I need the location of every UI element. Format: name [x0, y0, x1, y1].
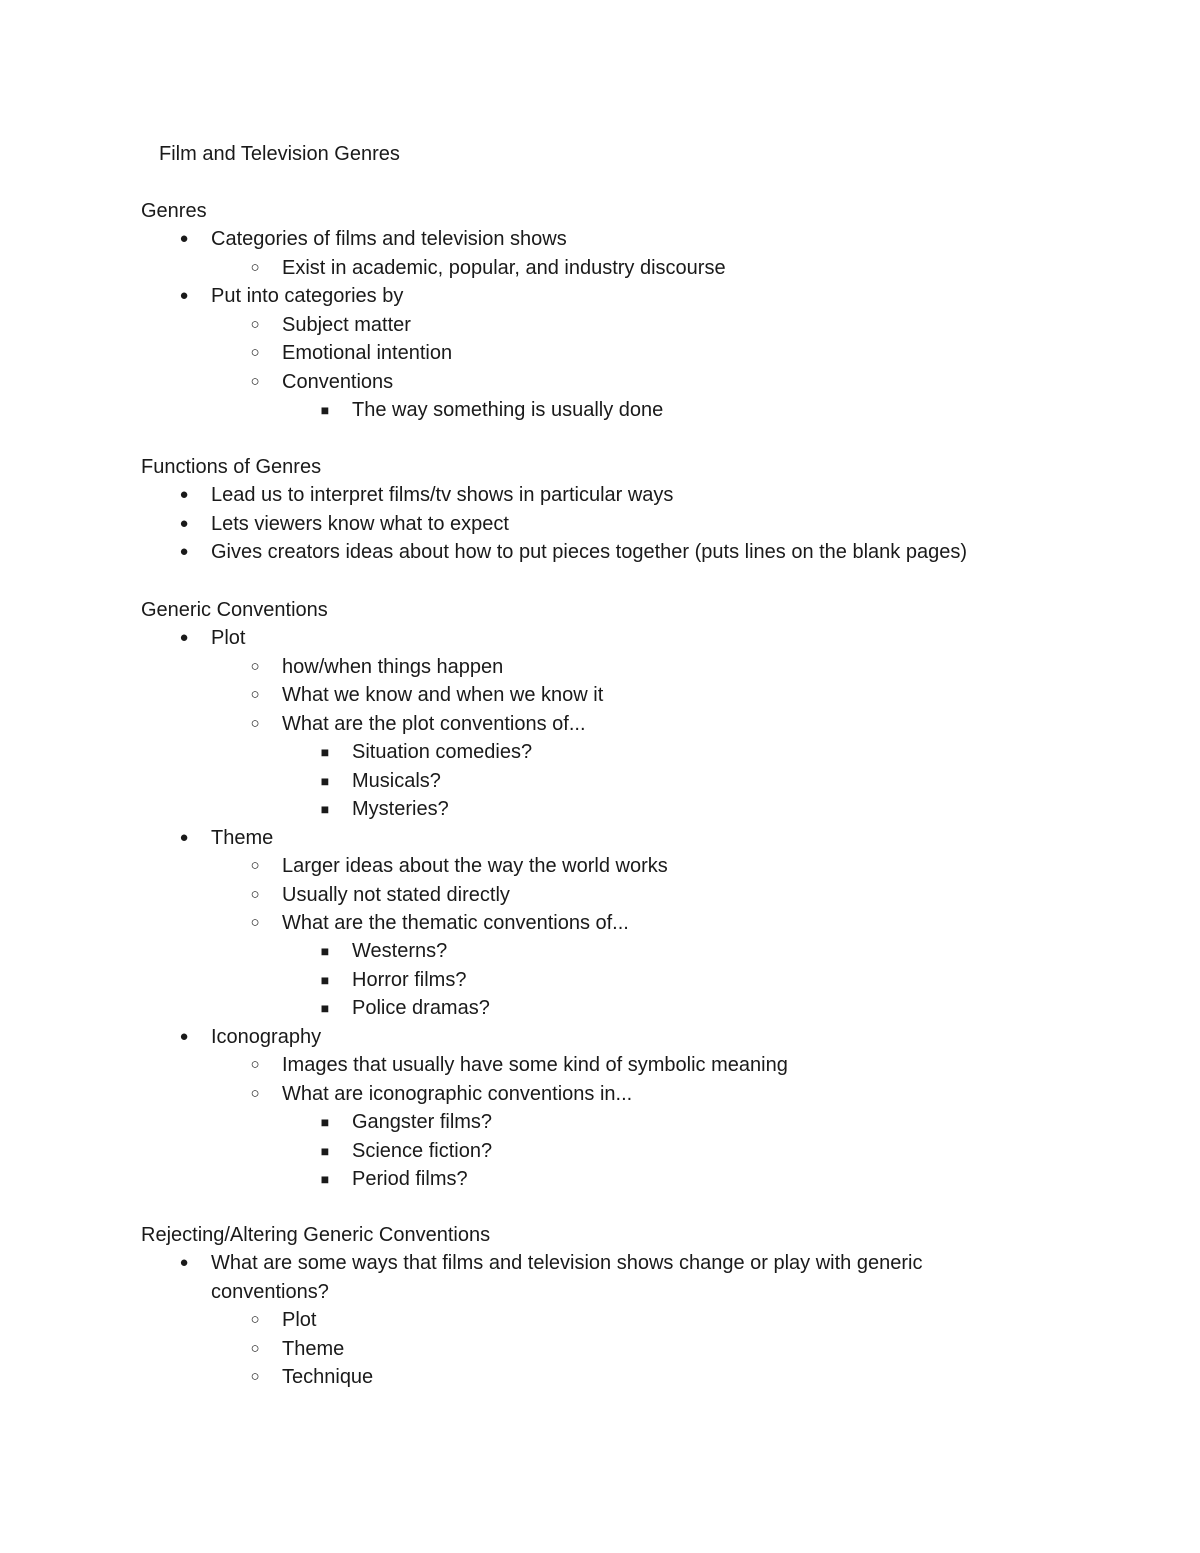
list-item-level-3: Mysteries? [352, 798, 449, 821]
list-item-level-2: Usually not stated directly [282, 883, 510, 906]
square-bullet-icon: ■ [320, 772, 330, 789]
list-item-level-1: Put into categories by [211, 285, 404, 308]
list-item-level-1: Plot [211, 627, 246, 650]
hollow-circle-bullet-icon: ○ [250, 372, 260, 390]
list-item-level-1: Lets viewers know what to expect [211, 512, 509, 535]
filled-circle-bullet-icon: ● [179, 1254, 189, 1272]
list-item-level-2: What are the plot conventions of... [282, 712, 586, 735]
list-item-level-1: Iconography [211, 1025, 322, 1048]
square-bullet-icon: ■ [320, 1114, 330, 1131]
filled-circle-bullet-icon: ● [179, 287, 189, 305]
hollow-circle-bullet-icon: ○ [250, 686, 260, 704]
filled-circle-bullet-icon: ● [179, 828, 189, 846]
section-heading: Functions of Genres [141, 456, 322, 478]
filled-circle-bullet-icon: ● [179, 486, 189, 504]
filled-circle-bullet-icon: ● [179, 230, 189, 248]
hollow-circle-bullet-icon: ○ [250, 1311, 260, 1329]
square-bullet-icon: ■ [320, 943, 330, 960]
list-item-level-1: Theme [211, 826, 274, 849]
list-item-level-2: Theme [282, 1337, 345, 1360]
list-item-level-2: What are the thematic conventions of... [282, 911, 629, 934]
hollow-circle-bullet-icon: ○ [250, 315, 260, 333]
hollow-circle-bullet-icon: ○ [250, 1084, 260, 1102]
square-bullet-icon: ■ [320, 1142, 330, 1159]
hollow-circle-bullet-icon: ○ [250, 657, 260, 675]
square-bullet-icon: ■ [320, 971, 330, 988]
filled-circle-bullet-icon: ● [179, 629, 189, 647]
section-heading: Rejecting/Altering Generic Conventions [141, 1224, 491, 1246]
hollow-circle-bullet-icon: ○ [250, 714, 260, 732]
hollow-circle-bullet-icon: ○ [250, 857, 260, 875]
hollow-circle-bullet-icon: ○ [250, 258, 260, 276]
square-bullet-icon: ■ [320, 801, 330, 818]
list-item-level-3: Gangster films? [352, 1111, 493, 1134]
list-item-level-2: Technique [282, 1366, 374, 1389]
hollow-circle-bullet-icon: ○ [250, 885, 260, 903]
list-item-level-2: Conventions [282, 370, 394, 393]
list-item-level-3: Situation comedies? [352, 741, 533, 764]
hollow-circle-bullet-icon: ○ [250, 1339, 260, 1357]
list-item-level-3: Westerns? [352, 940, 448, 963]
list-item-level-2: Images that usually have some kind of symbolic meaning [282, 1054, 788, 1077]
hollow-circle-bullet-icon: ○ [250, 913, 260, 931]
list-item-level-2: Larger ideas about the way the world works [282, 855, 668, 878]
section-heading: Generic Conventions [141, 599, 328, 621]
list-item-level-3: Period films? [352, 1168, 468, 1190]
list-item-level-2: Plot [282, 1309, 317, 1332]
filled-circle-bullet-icon: ● [179, 1027, 189, 1045]
list-item-level-1: What are some ways that films and television shows change or play with generic [211, 1252, 923, 1275]
list-item-level-2: how/when things happen [282, 655, 504, 678]
square-bullet-icon: ■ [320, 1000, 330, 1017]
list-item-level-1: Categories of films and television shows [211, 228, 567, 251]
list-item-level-3: Musicals? [352, 769, 441, 792]
hollow-circle-bullet-icon: ○ [250, 1368, 260, 1386]
section-heading: Genres [141, 200, 207, 222]
hollow-circle-bullet-icon: ○ [250, 1056, 260, 1074]
document-title: Film and Television Genres [159, 143, 400, 165]
list-item-level-1: Lead us to interpret films/tv shows in particular ways [211, 484, 674, 507]
list-item-level-3: Horror films? [352, 968, 467, 991]
square-bullet-icon: ■ [320, 1171, 330, 1187]
hollow-circle-bullet-icon: ○ [250, 344, 260, 362]
square-bullet-icon: ■ [320, 402, 330, 419]
list-item-level-2: Subject matter [282, 313, 411, 336]
list-item-level-2: What we know and when we know it [282, 684, 604, 707]
list-item-level-2: Exist in academic, popular, and industry discourse [282, 256, 726, 279]
list-item-level-1: Gives creators ideas about how to put pieces together (puts lines on the blank pages) [211, 541, 968, 564]
list-item-level-3: Science fiction? [352, 1139, 493, 1162]
list-item-level-2: What are iconographic conventions in... [282, 1082, 633, 1105]
square-bullet-icon: ■ [320, 744, 330, 761]
list-item-level-2: Emotional intention [282, 342, 453, 365]
list-item-level-3: Police dramas? [352, 997, 490, 1020]
filled-circle-bullet-icon: ● [179, 543, 189, 561]
list-item-level-3: The way something is usually done [352, 399, 664, 422]
list-item-continuation: conventions? [211, 1280, 329, 1303]
filled-circle-bullet-icon: ● [179, 514, 189, 532]
